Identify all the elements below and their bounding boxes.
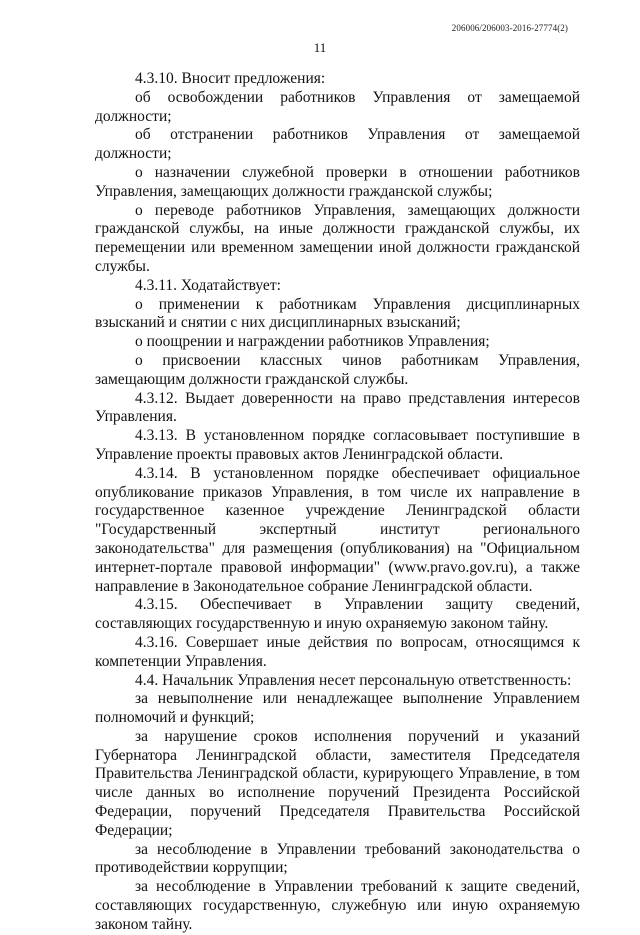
paragraph: об освобождении работников Управления от замещаемой должности; xyxy=(95,88,580,125)
paragraph: 4.3.15. Обеспечивает в Управлении защиту сведений, составляющих государственную и иную охраняемую законом тайну. xyxy=(95,596,580,633)
paragraph: за несоблюдение в Управлении требований к защите сведений, составляющих государственную, служебную или иную охраняемую законом тайну. xyxy=(95,878,580,933)
paragraph: 4.3.13. В установленном порядке согласовывает поступившие в Управление проекты правовых актов Ленинградской области. xyxy=(95,427,580,463)
paragraph: о назначении служебной проверки в отношении работников Управления, замещающих должности гражданской службы; xyxy=(95,163,580,200)
paragraph: 4.3.16. Совершает иные действия по вопросам, относящимся к компетенции Управления. xyxy=(95,633,580,670)
paragraph: о применении к работникам Управления дисциплинарных взысканий и снятии с них дисциплинарных взысканий; xyxy=(95,295,580,332)
paragraph: 4.3.11. Ходатайствует: xyxy=(135,276,281,294)
paragraph: 4.3.14. В установленном порядке обеспечивает официальное опубликование приказов Управления, в том числе их направление в государственное казенное учреждение Ленинградской области "Государственный экспертный институт регионального законодательства" для размещения (опубликования) на "Официальном интернет-портале правовой информации" (www.pravo.gov.ru), а также направление в Законодательное собрание Ленинградской области. xyxy=(95,464,580,595)
paragraph: 4.3.10. Вносит предложения: xyxy=(135,70,326,87)
document-body xyxy=(95,70,580,935)
paragraph: за несоблюдение в Управлении требований законодательства о противодействии коррупции; xyxy=(95,840,580,877)
paragraph: об отстранении работников Управления от замещаемой должности; xyxy=(95,126,580,163)
paragraph: о присвоении классных чинов работникам Управления, замещающим должности гражданской службы. xyxy=(95,351,580,388)
paragraph: 4.4. Начальник Управления несет персональную ответственность: xyxy=(135,671,572,689)
paragraph: за нарушение сроков исполнения поручений и указаний Губернатора Ленинградской области, заместителя Председателя Правительства Ленинградской области, курирующего Управление, в том числе данных во исполнение поручений Президента Российской Федерации, поручений Председателя Правительства Российской Федерации; xyxy=(95,727,580,839)
page-number: 11 xyxy=(313,40,327,55)
paragraph: о поощрении и награждении работников Управления; xyxy=(135,333,490,351)
paragraph: за невыполнение или ненадлежащее выполнение Управлением полномочий и функций; xyxy=(95,690,580,727)
paragraph: 4.3.12. Выдает доверенности на право представления интересов Управления. xyxy=(95,389,580,426)
document-id: 206006/206003-2016-27774(2) xyxy=(451,23,568,33)
paragraph: о переводе работников Управления, замещающих должности гражданской службы, на иные должности гражданской службы, их перемещении или временном замещении иной должности гражданской службы. xyxy=(95,201,580,275)
